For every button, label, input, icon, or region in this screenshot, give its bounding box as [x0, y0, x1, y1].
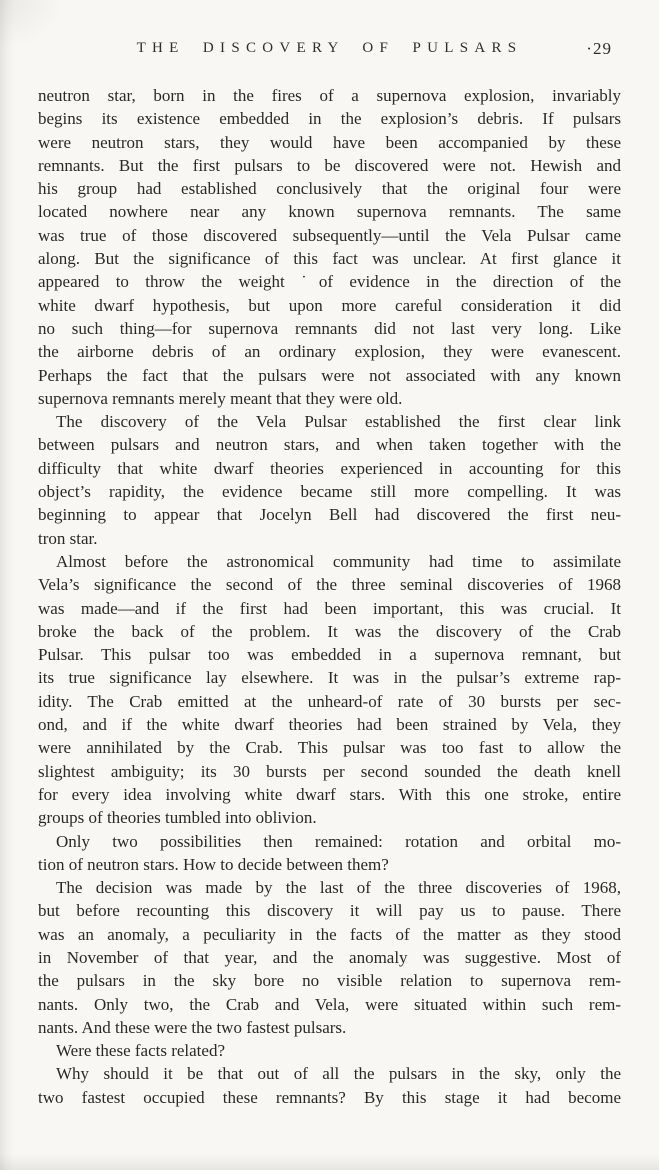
page-body: [38, 84, 621, 1109]
paragraph: [38, 1062, 621, 1109]
text-line: in November of that year, and the anomaly was suggestive. Most of: [38, 947, 621, 967]
text-line: no such thing—for supernova remnants did not last very long. Like: [38, 318, 621, 338]
text-line: groups of theories tumbled into oblivion.: [38, 808, 317, 828]
text-line: was true of those discovered subsequently—until the Vela Pulsar came: [38, 225, 621, 245]
paragraph: [38, 830, 621, 877]
text-line: Vela’s significance the second of the three seminal discoveries of 1968: [38, 575, 621, 595]
running-header: [38, 40, 621, 62]
text-line: Perhaps the fact that the pulsars were not associated with any known: [38, 365, 621, 385]
text-line: Pulsar. This pulsar too was embedded in a supernova remnant, but: [38, 645, 621, 665]
text-line: but before recounting this discovery it will pay us to pause. There: [38, 901, 621, 921]
text-line: difficulty that white dwarf theories experienced in accounting for this: [38, 458, 621, 478]
text-line: the airborne debris of an ordinary explosion, they were evanescent.: [38, 342, 621, 362]
text-line: Only two possibilities then remained: rotation and orbital mo-: [56, 831, 621, 851]
text-line: located nowhere near any known supernova remnants. The same: [38, 202, 621, 222]
text-line: for every idea involving white dwarf stars. With this one stroke, entire: [38, 784, 621, 804]
text-line: tion of neutron stars. How to decide between them?: [38, 854, 389, 874]
text-line: object’s rapidity, the evidence became still more compelling. It was: [38, 482, 621, 502]
text-line: his group had established conclusively that the original four were: [38, 179, 621, 199]
text-line: begins its existence embedded in the explosion’s debris. If pulsars: [38, 109, 621, 129]
text-line: Why should it be that out of all the pulsars in the sky, only the: [56, 1064, 621, 1084]
text-line: beginning to appear that Jocelyn Bell had discovered the first neu-: [38, 505, 621, 525]
paragraph: [38, 550, 621, 830]
text-line: slightest ambiguity; its 30 bursts per second sounded the death knell: [38, 761, 621, 781]
text-line: idity. The Crab emitted at the unheard-of rate of 30 bursts per sec-: [38, 691, 621, 711]
text-line: between pulsars and neutron stars, and when taken together with the: [38, 435, 621, 455]
text-line: Were these facts related?: [56, 1041, 225, 1061]
text-line: were annihilated by the Crab. This pulsar was too fast to allow the: [38, 738, 621, 758]
text-line: broke the back of the problem. It was the discovery of the Crab: [38, 621, 621, 641]
text-line: Almost before the astronomical community had time to assimilate: [56, 551, 621, 571]
text-line: remnants. But the first pulsars to be discovered were not. Hewish and: [38, 155, 621, 175]
paragraph: [38, 876, 621, 1039]
text-line: The discovery of the Vela Pulsar established the first clear link: [56, 412, 621, 432]
text-line: two fastest occupied these remnants? By this stage it had become: [38, 1087, 621, 1107]
text-line: neutron star, born in the fires of a supernova explosion, invariably: [38, 86, 621, 105]
text-line: supernova remnants merely meant that they were old.: [38, 388, 403, 408]
text-line: the pulsars in the sky bore no visible relation to supernova rem-: [38, 971, 621, 991]
paragraph: [38, 410, 621, 550]
text-line: its true significance lay elsewhere. It was in the pulsar’s extreme rap-: [38, 668, 621, 688]
page-number: ·29: [586, 39, 612, 58]
text-line: tron star.: [38, 528, 98, 548]
text-line: nants. Only two, the Crab and Vela, were situated within such rem-: [38, 994, 621, 1014]
paragraph: [38, 1039, 621, 1062]
text-line: along. But the significance of this fact was unclear. At first glance it: [38, 249, 621, 269]
text-line: was made—and if the first had been important, this was crucial. It: [38, 598, 621, 618]
text-line: The decision was made by the last of the three discoveries of 1968,: [56, 878, 621, 898]
text-line: was an anomaly, a peculiarity in the facts of the matter as they stood: [38, 924, 621, 944]
text-line: nants. And these were the two fastest pulsars.: [38, 1017, 347, 1037]
text-line: were neutron stars, they would have been accompanied by these: [38, 132, 621, 152]
text-line: white dwarf hypothesis, but upon more careful consideration it did: [38, 295, 621, 315]
text-line: appeared to throw the weight ˙of evidence in the direction of the: [38, 272, 621, 292]
text-line: ond, and if the white dwarf theories had been strained by Vela, they: [38, 715, 621, 735]
paragraph: [38, 84, 621, 410]
running-header-title: THE DISCOVERY OF PULSARS: [136, 40, 523, 56]
